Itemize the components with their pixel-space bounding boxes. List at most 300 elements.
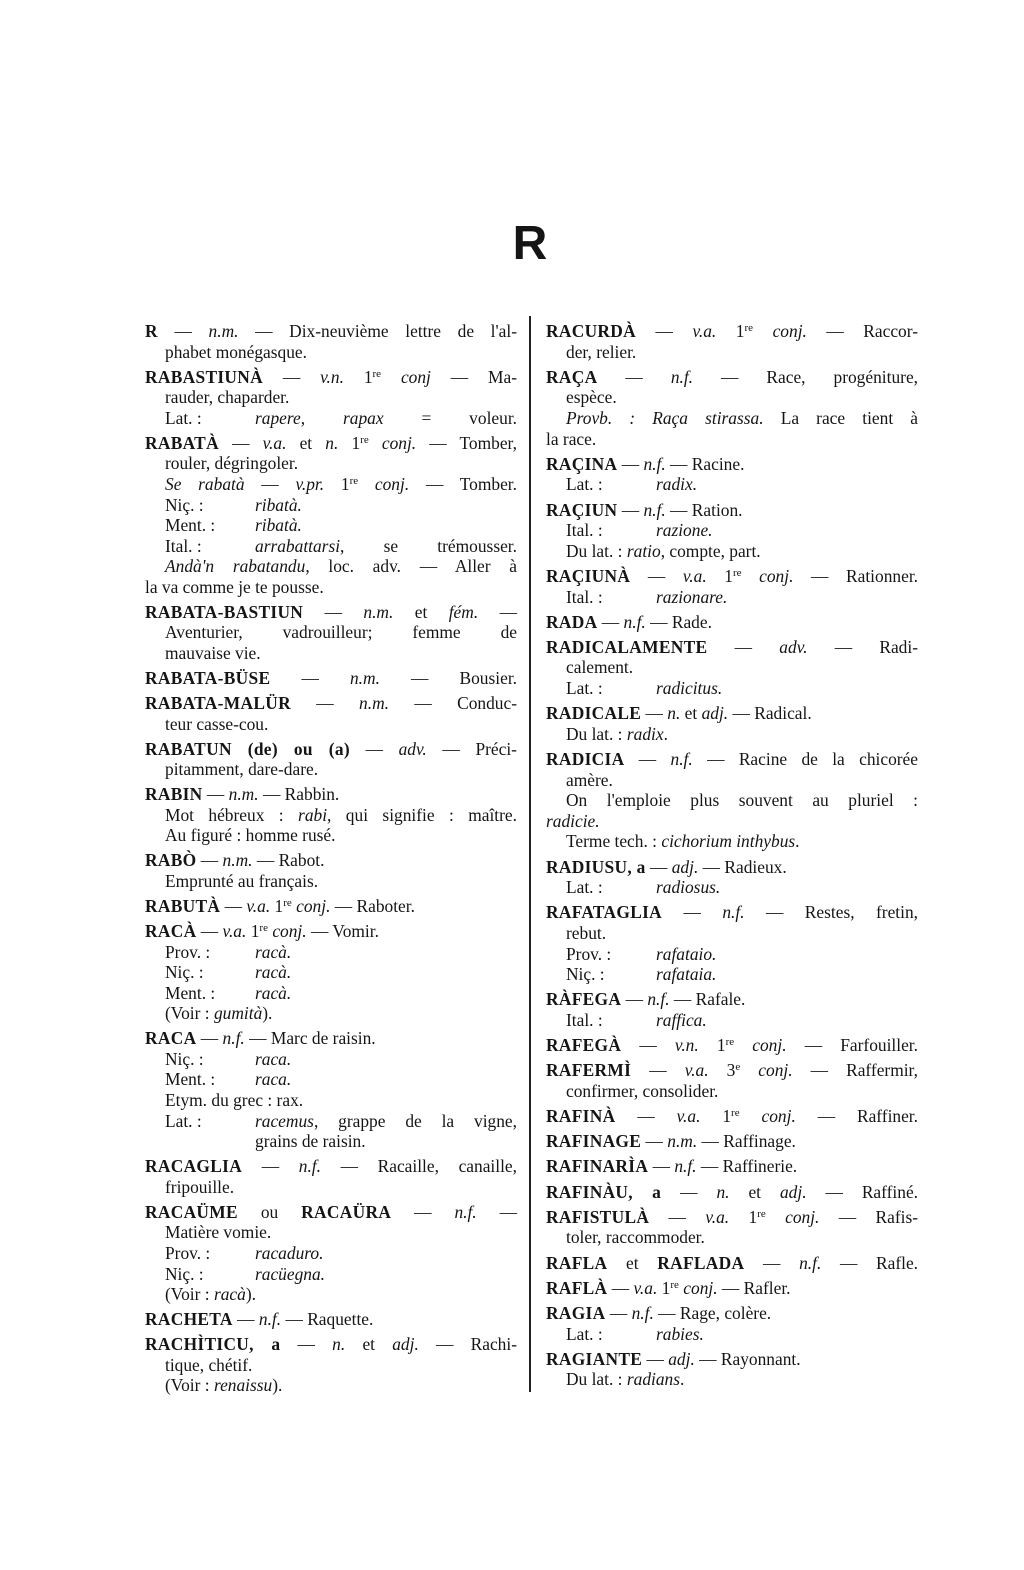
text: — Raffiner. [795, 1106, 918, 1127]
text [381, 367, 401, 387]
text: — [196, 1028, 223, 1049]
entry-line [546, 321, 918, 342]
text: 1 [343, 366, 373, 387]
italic-text: Andà'n rabatandu [165, 556, 306, 577]
italic-text: arrabattarsi [255, 535, 341, 556]
text: ou [237, 1201, 302, 1222]
entry-line [546, 678, 918, 699]
italic-text: n.m. [667, 1131, 698, 1152]
italic-text: n.f. [647, 989, 670, 1010]
entry-line [145, 693, 517, 714]
entry-line [145, 602, 517, 623]
text: — Raffinerie. [696, 1156, 798, 1177]
text: et [607, 1252, 658, 1273]
italic-text: n. [716, 1181, 730, 1202]
dictionary-entry [546, 1106, 918, 1127]
superscript: re [732, 566, 742, 579]
entry-line [546, 367, 918, 388]
italic-text: n.m. [349, 668, 380, 689]
italic-text: n.f. [670, 366, 694, 387]
dictionary-entry [145, 850, 517, 891]
text: toler, raccommoder. [566, 1227, 705, 1248]
entry-line [145, 1049, 517, 1070]
source-label: Ital. : [566, 1009, 603, 1030]
text: , compte, part. [660, 540, 761, 561]
superscript: re [259, 921, 268, 934]
headword: RADIUSU, a [546, 856, 646, 877]
text: — [641, 703, 668, 724]
text: — Raffinage. [697, 1131, 796, 1152]
text: — [478, 601, 517, 622]
source-label: Lat. : [165, 407, 202, 428]
text: . [795, 831, 800, 852]
italic-text: n.m. [228, 784, 259, 805]
headword: RACAÜRA [301, 1201, 392, 1222]
text: — [662, 902, 723, 923]
entry-line [145, 515, 517, 536]
source-label: Ment. : [165, 515, 216, 536]
entry-line [145, 1177, 517, 1198]
text: la race. [546, 428, 597, 449]
entry-line [145, 474, 517, 495]
dictionary-entry [546, 454, 918, 495]
text: — [157, 321, 209, 341]
text: — [630, 565, 683, 586]
entry-line [145, 1069, 517, 1090]
text: — Rage, colère. [653, 1303, 772, 1323]
entry-line [145, 1003, 517, 1024]
entry-line [145, 433, 517, 454]
source-label: Niç. : [165, 494, 204, 515]
headword: RABIN [145, 784, 203, 805]
headword: RAFERMÌ [546, 1060, 632, 1081]
text: Etym. du grec : rax. [165, 1090, 304, 1111]
text: 1 [270, 895, 284, 916]
text: — Racine de la chicorée [692, 749, 918, 770]
entry-line [145, 805, 517, 826]
text: — Bousier. [379, 668, 517, 689]
italic-text: conj. [772, 321, 807, 341]
text [734, 1035, 752, 1055]
entry-line [546, 724, 918, 745]
text: — Ma- [430, 366, 517, 387]
text: amère. [566, 769, 613, 790]
italic-text: rabies. [656, 1323, 704, 1344]
superscript: e [735, 1061, 741, 1074]
entry-line [546, 1010, 918, 1031]
text: , se trémousser. [340, 535, 517, 556]
text: — [218, 432, 263, 453]
entry-line [145, 739, 517, 760]
italic-text: Provb. : Raça stirassa. [566, 407, 764, 428]
dictionary-entry [145, 1028, 517, 1152]
italic-text: v.a. [676, 1106, 701, 1127]
italic-text: adj. [392, 1334, 419, 1355]
text: — [263, 366, 321, 387]
italic-text: rapere [255, 407, 301, 428]
headword: RABATÀ [145, 432, 219, 453]
text: Terme tech. : [566, 831, 662, 852]
text: — Rachi- [418, 1334, 517, 1355]
text: — [476, 1201, 517, 1222]
italic-text: conj. [752, 1035, 787, 1056]
text: et [393, 601, 449, 622]
text: rouler, dégringoler. [165, 453, 299, 474]
text: espèce. [566, 387, 617, 408]
text: — [648, 1156, 675, 1177]
superscript: re [283, 896, 292, 909]
entry-line [145, 825, 517, 846]
text: — Restes, fretin, [744, 902, 918, 923]
entry-line [546, 1324, 918, 1345]
text [740, 1060, 758, 1080]
headword: RABATUN (de) ou (a) [145, 738, 350, 759]
italic-text: adj. [668, 1348, 695, 1369]
dictionary-entry [145, 602, 517, 664]
headword: RACURDÀ [546, 321, 637, 341]
text: — Ration. [665, 499, 743, 520]
headword: RAFLA [546, 1252, 608, 1273]
text: — Préci- [426, 738, 517, 759]
text: La race tient à [763, 407, 918, 428]
text: = voleur. [383, 407, 517, 428]
superscript: re [744, 322, 754, 334]
italic-text: conj [400, 366, 431, 387]
entry-line [145, 321, 517, 342]
entry-line [145, 1309, 517, 1330]
headword: RABATA-BÜSE [145, 668, 271, 689]
italic-text: adj. [779, 1181, 807, 1202]
italic-text: ribatà. [255, 515, 302, 536]
entry-line [145, 387, 517, 408]
entry-line [546, 387, 918, 408]
italic-text: n.f. [258, 1309, 282, 1330]
headword: RAFEGÀ [546, 1035, 622, 1056]
headword: RACAÜME [145, 1201, 238, 1222]
text: teur casse-cou. [165, 713, 269, 734]
entry-line [546, 1207, 918, 1228]
text: Matière vomie. [165, 1222, 272, 1243]
entry-line [546, 944, 918, 965]
text: Du lat. : [566, 540, 627, 561]
headword: RACHETA [145, 1309, 233, 1330]
headword: RADICALE [546, 703, 642, 724]
entry-line [546, 703, 918, 724]
text [766, 1207, 785, 1227]
text: , grappe de la vigne, [313, 1110, 517, 1131]
italic-text: conj. [785, 1206, 820, 1227]
entry-line [145, 1334, 517, 1355]
source-label: Ment. : [165, 982, 216, 1003]
entry-line [546, 1106, 918, 1127]
headword: RAFINÀ [546, 1106, 616, 1127]
text: — [290, 693, 360, 714]
text: — [349, 738, 399, 759]
italic-text: adj. [701, 703, 729, 724]
text: — [617, 499, 644, 520]
entry-line [546, 964, 918, 985]
headword: RAÇIUN [546, 499, 618, 520]
entry-line [145, 556, 517, 577]
dictionary-entry [546, 1303, 918, 1344]
entry-line [546, 1253, 918, 1274]
dictionary-entry [546, 1349, 918, 1390]
entry-line [546, 1227, 918, 1248]
text: — Rafis- [819, 1206, 919, 1227]
dictionary-entry [145, 896, 517, 917]
dictionary-entry [546, 321, 918, 362]
entry-line [145, 1222, 517, 1243]
italic-text: conj. [759, 565, 794, 586]
text: 1 [338, 432, 361, 453]
italic-text: n.f. [722, 902, 745, 923]
entry-line [145, 342, 517, 363]
superscript: re [725, 1036, 735, 1049]
entry-line [546, 902, 918, 923]
dictionary-entry [546, 1207, 918, 1248]
entry-line [546, 811, 918, 832]
text: — [597, 611, 624, 632]
italic-text: v.a. [633, 1277, 658, 1298]
italic-text: adv. [779, 636, 808, 657]
entry-line [145, 1243, 517, 1264]
text: — [607, 1277, 634, 1298]
text: — Rafle. [821, 1252, 919, 1273]
text: — Rafler. [717, 1277, 791, 1298]
text: phabet monégasque. [165, 341, 307, 362]
italic-text: rafataio. [656, 943, 717, 964]
text: ). [262, 1003, 273, 1024]
entry-line [546, 408, 918, 429]
entry-line [546, 749, 918, 770]
entry-line [546, 877, 918, 898]
italic-text: rapax [342, 407, 384, 428]
italic-text: adj. [671, 856, 699, 877]
italic-text: raca. [255, 1048, 292, 1069]
text: — Race, progéniture, [693, 366, 919, 387]
dictionary-entry [546, 500, 918, 562]
italic-text: n.f. [643, 453, 666, 474]
right-column [546, 321, 918, 1395]
text: ). [272, 1375, 283, 1396]
source-label: Lat. : [566, 474, 603, 495]
text: — Vomir. [306, 920, 379, 941]
headword: RACHÌTICU, a [145, 1334, 281, 1355]
source-label: Prov. : [566, 943, 612, 964]
entry-line [546, 566, 918, 587]
italic-text: n. [667, 703, 681, 724]
text: — Dix-neuvième lettre de l'al- [238, 321, 517, 341]
dictionary-entry [546, 612, 918, 633]
headword: RADA [546, 611, 598, 632]
text: 1 [706, 565, 733, 586]
text: — [617, 453, 644, 474]
italic-text: n.f. [631, 1303, 654, 1323]
italic-text: conj. [683, 1277, 718, 1298]
italic-text: conj. [758, 1060, 793, 1081]
entry-line [546, 637, 918, 658]
text [358, 474, 375, 494]
text: — [649, 1206, 706, 1227]
headword: RAFINÀU, a [546, 1181, 662, 1202]
italic-text: radiosus. [656, 877, 721, 898]
text: — [641, 1131, 668, 1152]
superscript: re [349, 474, 359, 487]
text: mauvaise vie. [165, 643, 261, 664]
text: — Rabbin. [258, 784, 340, 805]
text: — [270, 668, 350, 689]
italic-text: conj. [761, 1106, 796, 1127]
text: 1 [729, 1206, 758, 1227]
italic-text: ribatà. [255, 494, 302, 515]
entry-line [546, 1060, 918, 1081]
headword: RAFLADA [657, 1252, 745, 1273]
text: — [597, 366, 671, 387]
entry-line [145, 453, 517, 474]
headword: RAGIA [546, 1303, 606, 1323]
text: 1 [700, 1106, 732, 1127]
headword: RAÇIUNÀ [546, 565, 631, 586]
entry-line [145, 643, 517, 664]
entry-line [145, 622, 517, 643]
text: (Voir : [165, 1284, 214, 1305]
text: — [661, 1181, 717, 1202]
entry-line [145, 759, 517, 780]
text: . [680, 1369, 685, 1390]
dictionary-entry [145, 433, 517, 598]
text: — [707, 636, 780, 657]
text: — Rabot. [252, 850, 325, 871]
italic-text: v.a. [705, 1206, 730, 1227]
text: 1 [246, 920, 260, 941]
italic-text: racà [213, 1284, 246, 1305]
text: Du lat. : [566, 1369, 627, 1390]
italic-text: rabi [298, 804, 328, 825]
italic-text: n.m. [359, 693, 389, 714]
text: — [621, 1035, 675, 1056]
entry-line [145, 668, 517, 689]
italic-text: n.f. [623, 611, 646, 632]
entry-line [546, 1131, 918, 1152]
text: — Racine. [665, 453, 745, 474]
dictionary-entry [145, 921, 517, 1024]
text: — [615, 1106, 677, 1127]
text: et [345, 1334, 393, 1355]
italic-text: n.f. [799, 1252, 822, 1273]
entry-line [546, 1182, 918, 1203]
italic-text: n.m. [208, 321, 239, 341]
italic-text: n.f. [222, 1028, 245, 1049]
entry-line [145, 983, 517, 1004]
dictionary-entry [546, 749, 918, 852]
headword: RAFISTULÀ [546, 1206, 650, 1227]
entry-line [145, 1202, 517, 1223]
text: — Rade. [645, 611, 712, 632]
italic-text: racà. [255, 962, 292, 983]
entry-line [546, 1369, 918, 1390]
text: — [624, 749, 671, 770]
dictionary-entry [145, 1156, 517, 1197]
italic-text: ratio [626, 540, 661, 561]
text [753, 321, 773, 341]
entry-line [145, 871, 517, 892]
dictionary-entry [546, 1156, 918, 1177]
italic-text: v.a. [222, 920, 247, 941]
text: — [196, 850, 223, 871]
source-label: Niç. : [165, 1263, 204, 1284]
italic-text: radix [626, 723, 664, 744]
source-label: Lat. : [566, 877, 603, 898]
italic-text: raffica. [656, 1009, 707, 1030]
text: On l'emploie plus souvent au pluriel : [566, 790, 918, 811]
headword: RAFATAGLIA [546, 902, 663, 923]
dictionary-entry [546, 1060, 918, 1101]
text: (Voir : [165, 1003, 214, 1024]
text: pitamment, dare-dare. [165, 759, 319, 780]
entry-line [546, 831, 918, 852]
entry-line [546, 790, 918, 811]
entry-line [145, 962, 517, 983]
italic-text: n.m. [222, 850, 253, 871]
entry-line [546, 770, 918, 791]
italic-text: v.pr. [295, 473, 325, 494]
superscript: re [731, 1107, 740, 1120]
text: — Radi- [807, 636, 918, 657]
italic-text: adv. [398, 738, 427, 759]
text: — Raquette. [281, 1309, 374, 1330]
entry-line [145, 577, 517, 598]
text: — [242, 1156, 299, 1177]
entry-line [546, 587, 918, 608]
dictionary-entry [145, 784, 517, 846]
left-column [145, 321, 517, 1400]
dictionary-entry [546, 703, 918, 744]
text: — Radical. [728, 703, 812, 724]
entry-line [145, 942, 517, 963]
text: Emprunté au français. [165, 870, 319, 891]
dictionary-entry [145, 693, 517, 734]
entry-line [546, 1349, 918, 1370]
source-label: Lat. : [566, 1323, 603, 1344]
italic-text: n.f. [670, 749, 693, 770]
text: — Raffermir, [792, 1060, 918, 1081]
text: — Racaille, canaille, [320, 1156, 517, 1177]
source-label: Prov. : [165, 1243, 211, 1264]
superscript: re [360, 433, 369, 446]
italic-text: n.f. [674, 1156, 697, 1177]
source-label: Lat. : [566, 678, 603, 699]
entry-line [145, 784, 517, 805]
italic-text: n.f. [298, 1156, 321, 1177]
entry-line [546, 1035, 918, 1056]
headword: RAFINARÌA [546, 1156, 649, 1177]
entry-line [546, 474, 918, 495]
headword: RAÇA [546, 366, 598, 387]
headword: RAGIANTE [546, 1348, 643, 1369]
entry-line [145, 1156, 517, 1177]
italic-text: radix. [656, 474, 698, 495]
superscript: re [757, 1207, 766, 1220]
dictionary-entry [145, 668, 517, 689]
entry-line [546, 989, 918, 1010]
source-label: Ment. : [165, 1069, 216, 1090]
entry-line [546, 500, 918, 521]
dictionary-entry [546, 902, 918, 984]
headword: RAÇINA [546, 453, 618, 474]
headword: RADICALAMENTE [546, 636, 708, 657]
italic-text: radians [626, 1369, 681, 1390]
headword: RABUTÀ [145, 895, 221, 916]
